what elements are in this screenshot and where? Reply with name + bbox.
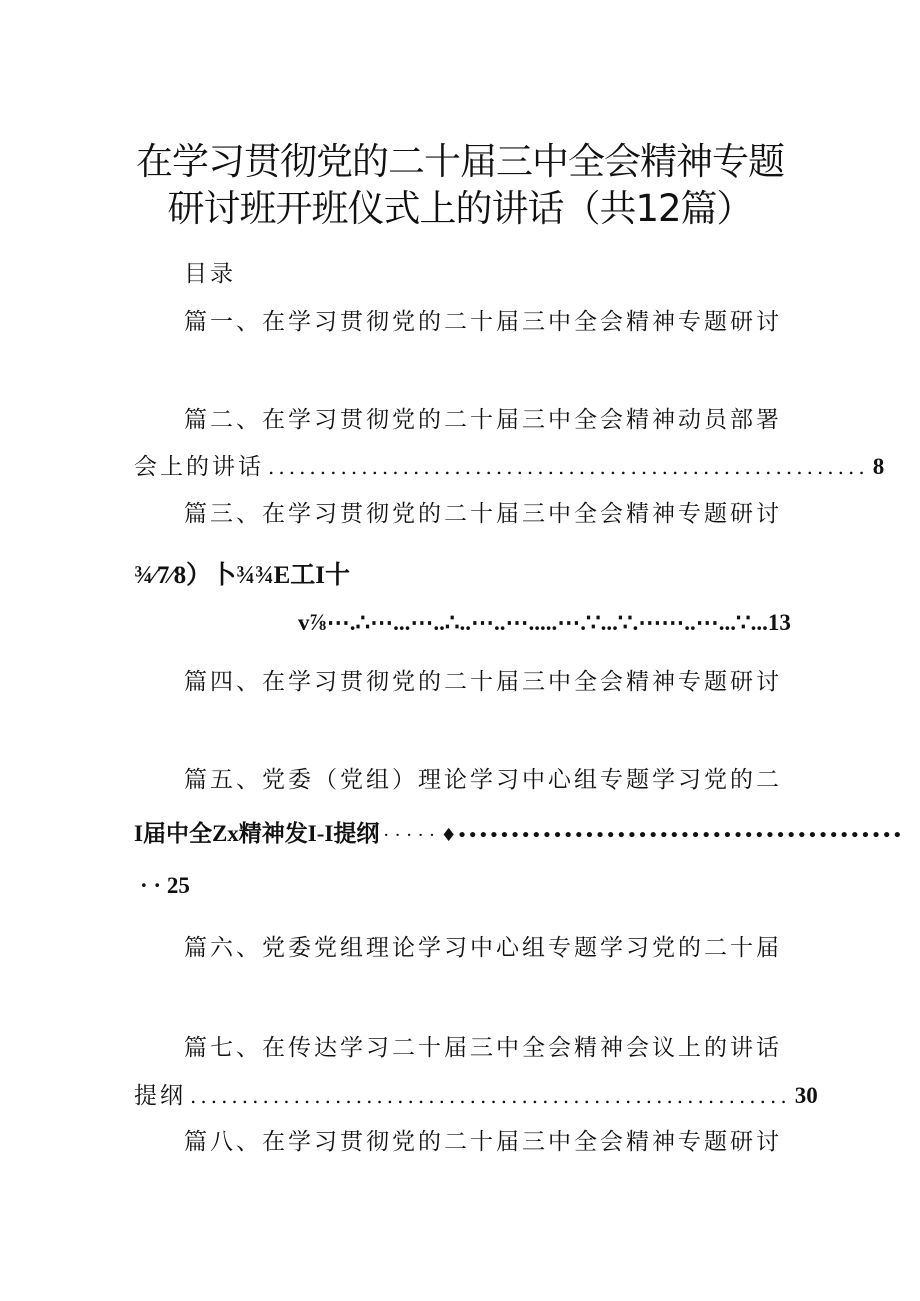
document-title-line-2: 研讨班开班仪式上的讲话（共12篇） [167,187,753,230]
document-title-line-1: 在学习贯彻党的二十届三中全会精神专题 [136,140,784,183]
toc-entry-5-line-1: 篇五、党委（党组）理论学习中心组专题学习党的二 [184,767,782,793]
toc-entry-7-line-1: 篇七、在传达学习二十届三中全会精神会议上的讲话 [184,1035,782,1061]
toc-entry-7-continuation: 提纲 [134,1083,186,1109]
toc-entry-5-continuation: I届中全Zx精神发I-I提纲 [134,821,380,846]
toc-entry-3-garbled-line-1: ¾⁄7⁄8）卜¾¾E工I十 [134,562,351,589]
toc-entry-3-garbled-line-2: v⅞⋯.∴⋯...⋯..∴..⋯..⋯.....⋯.∵...∵.⋯⋯..⋯...∵...13 [298,610,791,635]
toc-entry-5-line-2 [134,818,903,852]
toc-entry-2-continuation: 会上的讲话 [134,454,264,480]
page-number: 30 [794,1083,818,1108]
dot-leader: · · · · · ♦•••••••••••••••••••••••••••••••••••••••••• [383,825,903,846]
toc-entry-1: 篇一、在学习贯彻党的二十届三中全会精神专题研讨 [184,309,782,335]
toc-entry-7-line-2 [134,1080,818,1112]
toc-entry-4: 篇四、在学习贯彻党的二十届三中全会精神专题研讨 [184,669,782,695]
page-number: 8 [872,454,885,479]
dot-leader: .......................................................... [268,455,869,479]
dot-leader: .......................................................... [190,1084,791,1108]
toc-entry-8: 篇八、在学习贯彻党的二十届三中全会精神专题研讨 [184,1129,782,1155]
toc-heading: 目录 [184,261,236,287]
toc-entry-2-line-2 [134,451,885,483]
toc-entry-5-line-3: · · 25 [140,873,190,898]
toc-entry-2-line-1: 篇二、在学习贯彻党的二十届三中全会精神动员部署 [184,407,782,433]
toc-entry-6: 篇六、党委党组理论学习中心组专题学习党的二十届 [184,935,782,961]
toc-entry-3: 篇三、在学习贯彻党的二十届三中全会精神专题研讨 [184,501,782,527]
